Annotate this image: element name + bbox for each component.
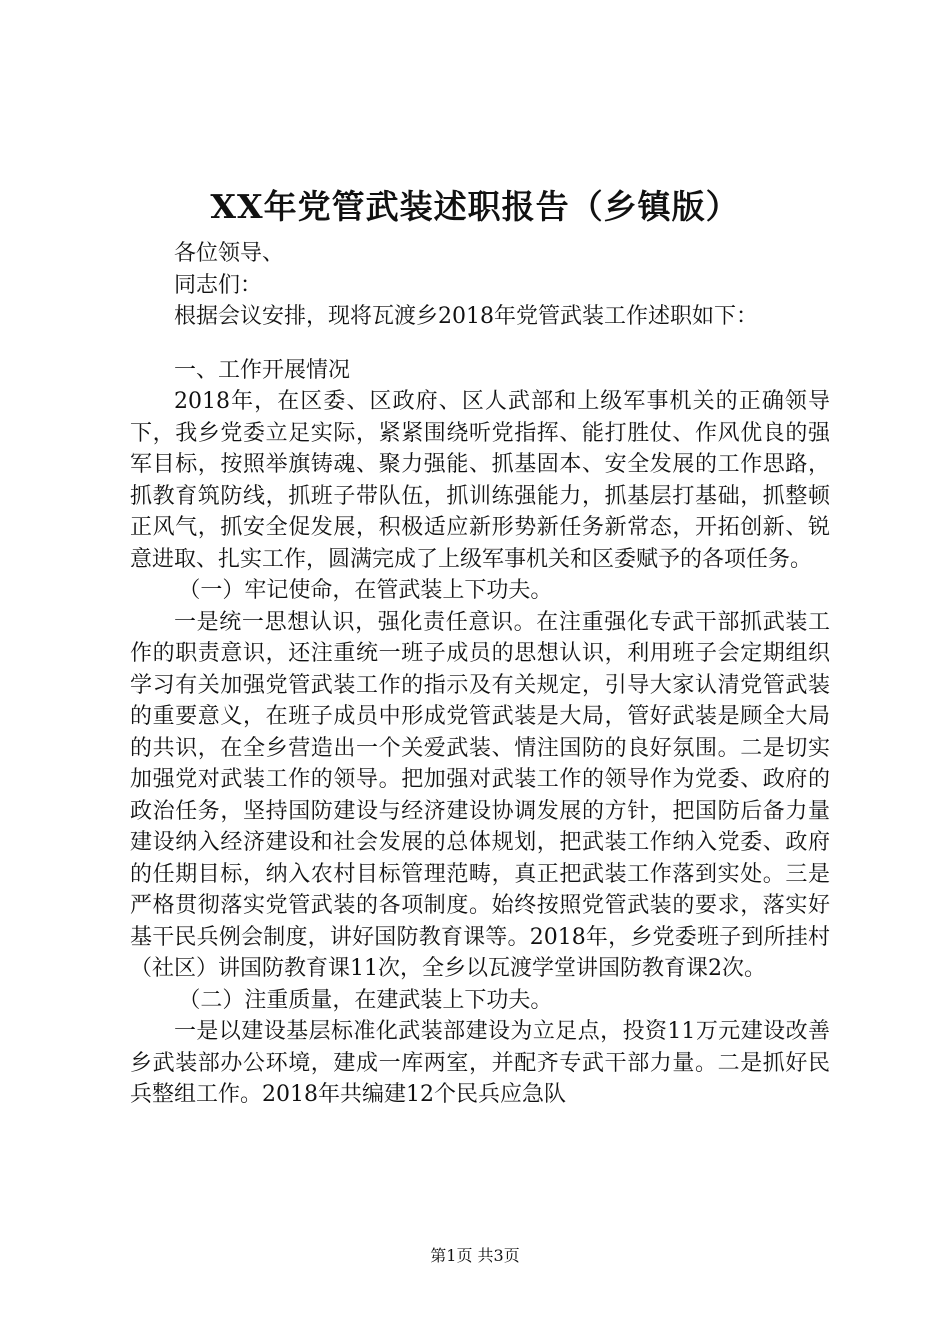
body-paragraph: 2018年，在区委、区政府、区人武部和上级军事机关的正确领导下，我乡党委立足实际，紧紧围绕听党指挥、能打胜仗、作风优良的强军目标，按照举旗铸魂、聚力强能、抓基固本、安全发展的工作思路，抓教育筑防线，抓班子带队伍，抓训练强能力，抓基层打基础，抓整顿正风气，抓安全促发展，积极适应新形势新任务新常态，开拓创新、锐意进取、扎实工作，圆满完成了上级军事机关和区委赋予的各项任务。 bbox=[130, 389, 830, 572]
subsection-heading: （二）注重质量，在建武装上下功夫。 bbox=[178, 987, 553, 1013]
subsection-heading: （一）牢记使命，在管武装上下功夫。 bbox=[178, 578, 553, 603]
section-heading: 一、工作开展情况 bbox=[174, 357, 351, 383]
intro-paragraph: 根据会议安排，现将瓦渡乡2018年党管武装工作述职如下： bbox=[174, 304, 758, 329]
document-body bbox=[130, 238, 830, 1111]
salutation-leaders: 各位领导、 bbox=[174, 241, 285, 266]
salutation-comrades: 同志们： bbox=[174, 272, 263, 298]
body-paragraph: 一是以建设基层标准化武装部建设为立足点，投资11万元建设改善乡武装部办公环境，建成一库两室，并配齐专武干部力量。二是抓好民兵整组工作。2018年共编建12个民兵应急队 bbox=[130, 1019, 830, 1107]
document-title: XX年党管武装述职报告（乡镇版） bbox=[210, 187, 740, 226]
page-footer: 第1页 共3页 bbox=[430, 1246, 520, 1265]
body-paragraph: 一是统一思想认识，强化责任意识。在注重强化专武干部抓武装工作的职责意识，还注重统一班子成员的思想认识，利用班子会定期组织学习有关加强党管武装工作的指示及有关规定，引导大家认清党管武装的重要意义，在班子成员中形成党管武装是大局，管好武装是顾全大局的共识，在全乡营造出一个关爱武装、情注国防的良好氛围。二是切实加强党对武装工作的领导。把加强对武装工作的领导作为党委、政府的政治任务，坚持国防建设与经济建设协调发展的方针，把国防后备力量建设纳入经济建设和社会发展的总体规划，把武装工作纳入党委、政府的任期目标，纳入农村目标管理范畴，真正把武装工作落到实处。三是严格贯彻落实党管武装的各项制度。始终按照党管武装的要求，落实好基干民兵例会制度，讲好国防教育课等。2018年，乡党委班子到所挂村（社区）讲国防教育课11次，全乡以瓦渡学堂讲国防教育课2次。 bbox=[130, 609, 830, 981]
